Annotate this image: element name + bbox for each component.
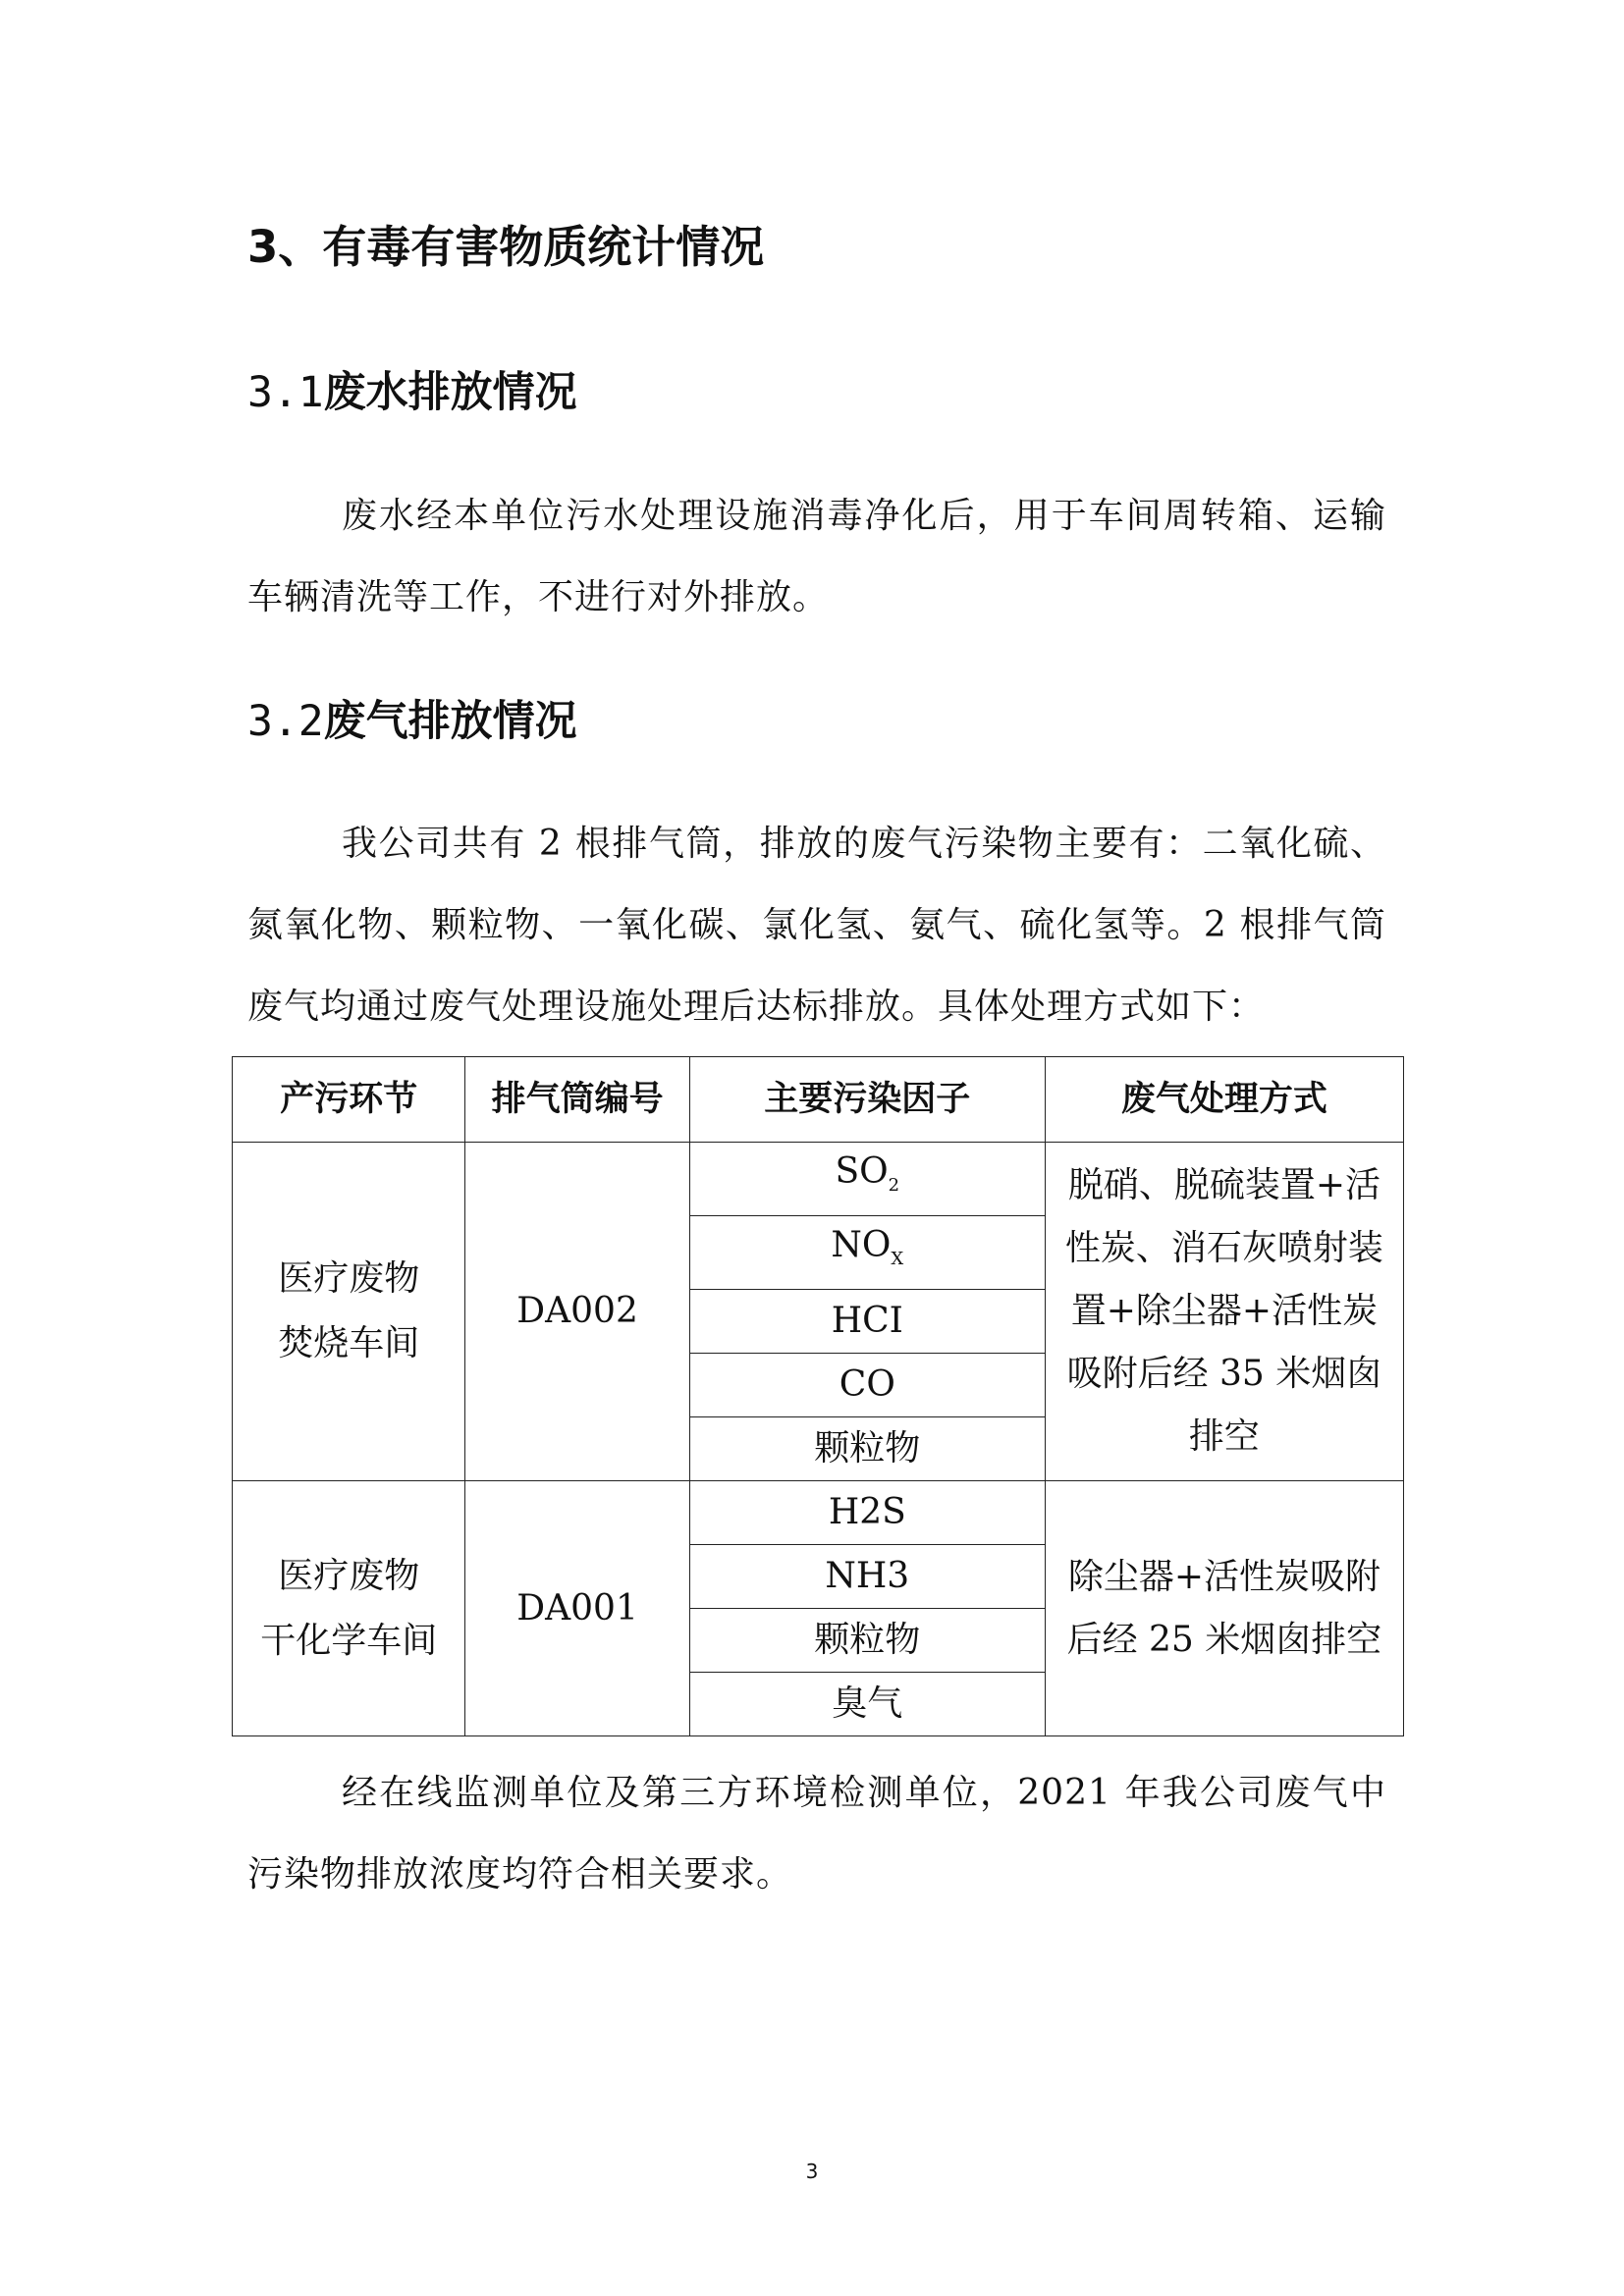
factor-cell: NH3 bbox=[689, 1545, 1045, 1609]
stack-id-cell: DA002 bbox=[465, 1143, 689, 1481]
factor-text: SO bbox=[835, 1151, 889, 1192]
stage-line: 医疗废物 bbox=[278, 1555, 420, 1596]
factor-subscript: X bbox=[891, 1249, 904, 1270]
header-stack-id: 排气筒编号 bbox=[465, 1057, 689, 1143]
subsection-number: 3.2 bbox=[247, 697, 324, 746]
table-row bbox=[233, 1481, 1404, 1545]
table-row bbox=[233, 1143, 1404, 1216]
factor-subscript: 2 bbox=[888, 1175, 900, 1197]
stage-line: 焚烧车间 bbox=[278, 1323, 420, 1364]
wastewater-paragraph: 废水经本单位污水处理设施消毒净化后，用于车间周转箱、运输车辆清洗等工作，不进行对外排放。 bbox=[247, 496, 1386, 617]
monitoring-paragraph: 经在线监测单位及第三方环境检测单位，2021 年我公司废气中污染物排放浓度均符合相关要求。 bbox=[247, 1773, 1386, 1895]
exhaust-treatment-table bbox=[232, 1056, 1404, 1736]
factor-cell: 臭气 bbox=[689, 1673, 1045, 1736]
header-pollutant-factor: 主要污染因子 bbox=[689, 1057, 1045, 1143]
section-title: 3、有毒有害物质统计情况 bbox=[247, 221, 765, 273]
factor-cell: 颗粒物 bbox=[689, 1609, 1045, 1673]
factor-cell: CO bbox=[689, 1354, 1045, 1417]
page-number: 3 bbox=[805, 2160, 819, 2183]
stage-line: 干化学车间 bbox=[260, 1620, 438, 1661]
factor-text: NO bbox=[831, 1225, 892, 1266]
table-header-row bbox=[233, 1057, 1404, 1143]
stage-line: 医疗废物 bbox=[278, 1258, 420, 1300]
subsection-title: 废水排放情况 bbox=[323, 368, 577, 417]
factor-cell bbox=[689, 1143, 1045, 1216]
factor-cell bbox=[689, 1216, 1045, 1290]
stage-cell bbox=[233, 1143, 465, 1481]
header-stage: 产污环节 bbox=[233, 1057, 465, 1143]
factor-cell: H2S bbox=[689, 1481, 1045, 1545]
method-cell: 脱硝、脱硫装置+活性炭、消石灰喷射装置+除尘器+活性炭吸附后经 35 米烟囱排空 bbox=[1045, 1143, 1403, 1481]
method-cell: 除尘器+活性炭吸附后经 25 米烟囱排空 bbox=[1045, 1481, 1403, 1736]
stage-cell bbox=[233, 1481, 465, 1736]
exhaust-gas-paragraph: 我公司共有 2 根排气筒，排放的废气污染物主要有：二氧化硫、氮氧化物、颗粒物、一氧化碳、氯化氢、氨气、硫化氢等。2 根排气筒废气均通过废气处理设施处理后达标排放。具体处理方式如下： bbox=[247, 824, 1386, 1027]
subsection-number: 3.1 bbox=[247, 368, 324, 417]
header-treatment-method: 废气处理方式 bbox=[1045, 1057, 1403, 1143]
factor-cell: HCI bbox=[689, 1290, 1045, 1354]
subsection-title: 废气排放情况 bbox=[323, 697, 577, 746]
subsection-heading-exhaust-gas bbox=[247, 692, 577, 751]
stack-id-cell: DA001 bbox=[465, 1481, 689, 1736]
factor-cell: 颗粒物 bbox=[689, 1417, 1045, 1481]
subsection-heading-wastewater bbox=[247, 363, 577, 422]
